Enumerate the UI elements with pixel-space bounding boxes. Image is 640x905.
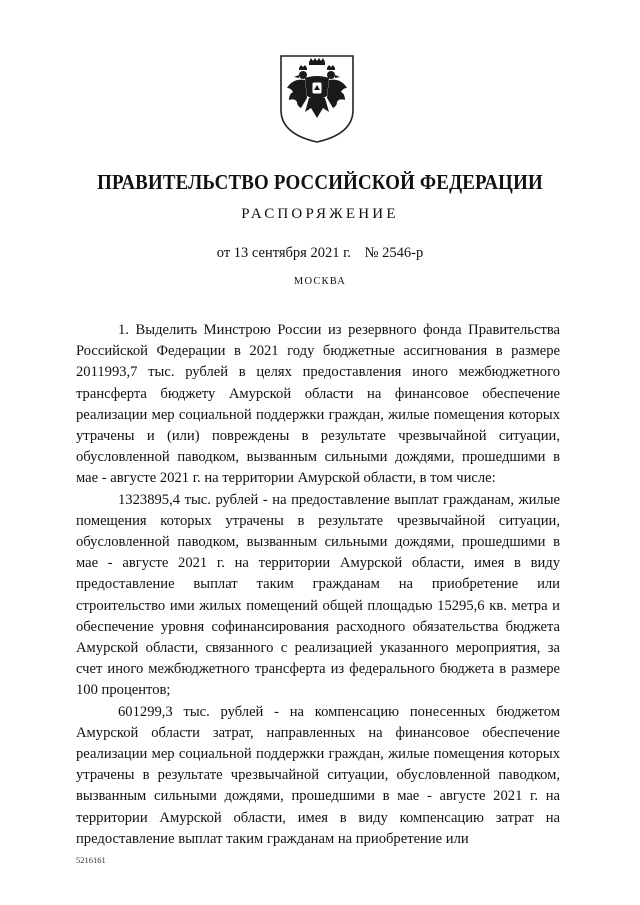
document-date: от 13 сентября 2021 г. <box>216 245 352 261</box>
document-number: № 2546-р <box>364 245 424 261</box>
coat-of-arms-emblem <box>275 52 359 144</box>
document-type: РАСПОРЯЖЕНИЕ <box>241 206 399 222</box>
paragraph-3: 601299,3 тыс. рублей - на компенсацию понесенных бюджетом Амурской области затрат, направленных на финансовое обеспечение реализации мер социальной поддержки граждан, жилые помещения которых утрачены в результате чрезвычайной ситуации, обусловленной паводком, вызванным сильными дождями, прошедшими в мае - августе 2021 г. на территории Амурской области, имея в виду компенсацию затрат на предоставление выплат таким гражданам на приобретение или <box>76 703 560 847</box>
document-body <box>76 320 560 850</box>
paragraph-1: 1. Выделить Минстрою России из резервного фонда Правительства Российской Федерации в 2021 году бюджетные ассигнования в размере 2011993,7 тыс. рублей в целях предоставления иного межбюджетного трансферта бюджету Амурской области на финансовое обеспечение реализации мер социальной поддержки граждан, жилые помещения которых утрачены и (или) повреждены в результате чрезвычайной ситуации, обусловленной паводком, вызванным сильными дождями, прошедшими в мае - августе 2021 г. на территории Амурской области, в том числе: <box>76 322 560 487</box>
paragraph-2: 1323895,4 тыс. рублей - на предоставление выплат гражданам, жилые помещения которых утрачены в результате чрезвычайной ситуации, обусловленной паводком, вызванным сильными дождями, прошедшими в мае - августе 2021 г. на территории Амурской области, имея в виду предоставление выплат таким гражданам на приобретение или строительство ими жилых помещений общей площадью 15295,6 кв. метра и обеспечение уровня софинансирования расходного обязательства бюджета Амурской области, связанного с реализацией указанного мероприятия, за счет иного межбюджетного трансферта из федерального бюджета в размере 100 процентов; <box>76 491 560 699</box>
date-number-line <box>0 245 640 262</box>
footer-document-code: 5216161 <box>76 855 106 865</box>
issuing-city: МОСКВА <box>293 276 347 287</box>
government-title: ПРАВИТЕЛЬСТВО РОССИЙСКОЙ ФЕДЕРАЦИИ <box>97 170 543 194</box>
